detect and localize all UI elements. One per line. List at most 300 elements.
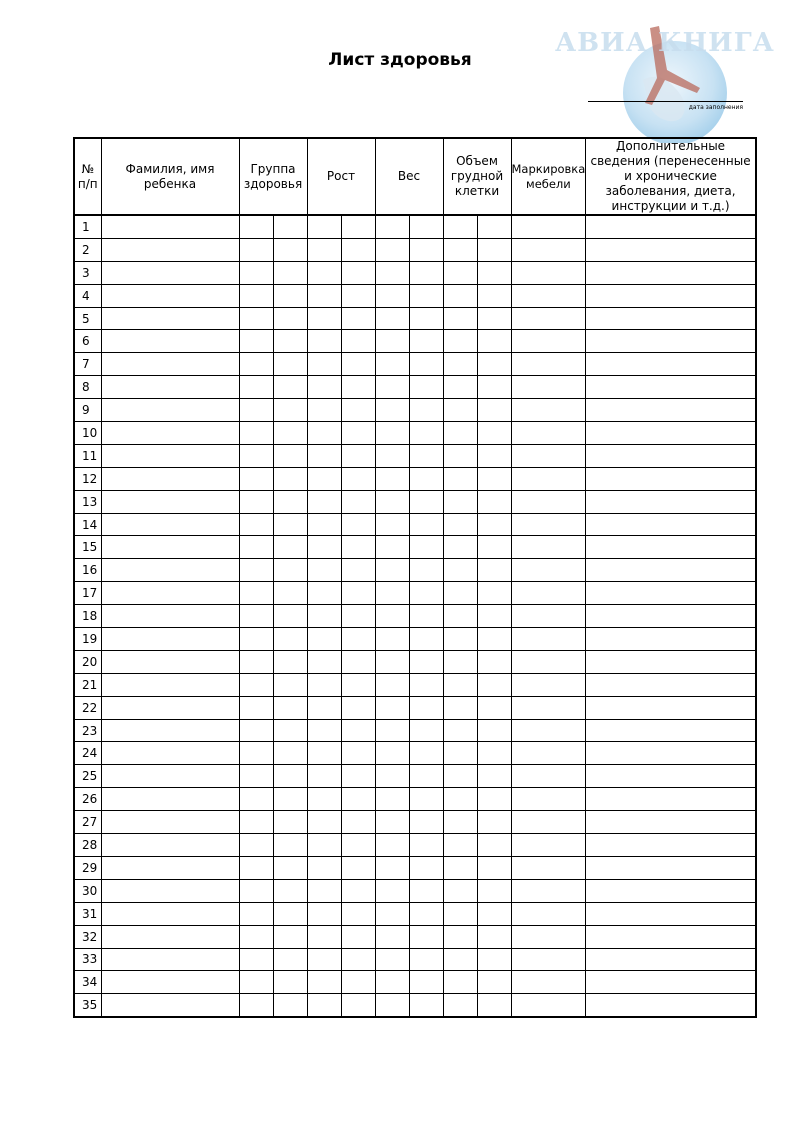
empty-cell[interactable] (409, 765, 443, 788)
empty-cell[interactable] (477, 696, 511, 719)
empty-cell[interactable] (409, 879, 443, 902)
empty-cell[interactable] (239, 856, 273, 879)
empty-cell[interactable] (511, 811, 586, 834)
empty-cell[interactable] (375, 650, 409, 673)
empty-cell[interactable] (375, 811, 409, 834)
empty-cell[interactable] (239, 330, 273, 353)
empty-cell[interactable] (307, 513, 341, 536)
empty-cell[interactable] (409, 628, 443, 651)
empty-cell[interactable] (477, 811, 511, 834)
empty-cell[interactable] (409, 673, 443, 696)
empty-cell[interactable] (409, 719, 443, 742)
empty-cell[interactable] (307, 856, 341, 879)
empty-cell[interactable] (511, 582, 586, 605)
empty-cell[interactable] (273, 467, 307, 490)
empty-cell[interactable] (443, 559, 477, 582)
empty-cell[interactable] (511, 628, 586, 651)
empty-cell[interactable] (586, 215, 756, 238)
empty-cell[interactable] (101, 261, 239, 284)
empty-cell[interactable] (375, 536, 409, 559)
empty-cell[interactable] (586, 582, 756, 605)
empty-cell[interactable] (341, 628, 375, 651)
empty-cell[interactable] (239, 238, 273, 261)
empty-cell[interactable] (375, 238, 409, 261)
empty-cell[interactable] (239, 834, 273, 857)
empty-cell[interactable] (477, 902, 511, 925)
empty-cell[interactable] (586, 971, 756, 994)
empty-cell[interactable] (586, 353, 756, 376)
empty-cell[interactable] (511, 422, 586, 445)
empty-cell[interactable] (586, 605, 756, 628)
empty-cell[interactable] (341, 650, 375, 673)
empty-cell[interactable] (341, 353, 375, 376)
empty-cell[interactable] (375, 582, 409, 605)
empty-cell[interactable] (375, 879, 409, 902)
empty-cell[interactable] (409, 422, 443, 445)
empty-cell[interactable] (443, 513, 477, 536)
empty-cell[interactable] (375, 261, 409, 284)
empty-cell[interactable] (307, 582, 341, 605)
empty-cell[interactable] (239, 788, 273, 811)
empty-cell[interactable] (477, 284, 511, 307)
empty-cell[interactable] (101, 330, 239, 353)
empty-cell[interactable] (341, 788, 375, 811)
empty-cell[interactable] (409, 330, 443, 353)
empty-cell[interactable] (511, 902, 586, 925)
empty-cell[interactable] (341, 467, 375, 490)
empty-cell[interactable] (409, 834, 443, 857)
empty-cell[interactable] (477, 856, 511, 879)
empty-cell[interactable] (341, 925, 375, 948)
empty-cell[interactable] (101, 879, 239, 902)
empty-cell[interactable] (586, 559, 756, 582)
empty-cell[interactable] (409, 788, 443, 811)
empty-cell[interactable] (101, 925, 239, 948)
empty-cell[interactable] (239, 467, 273, 490)
empty-cell[interactable] (375, 765, 409, 788)
empty-cell[interactable] (409, 307, 443, 330)
empty-cell[interactable] (477, 605, 511, 628)
empty-cell[interactable] (586, 719, 756, 742)
empty-cell[interactable] (375, 490, 409, 513)
empty-cell[interactable] (101, 559, 239, 582)
empty-cell[interactable] (239, 536, 273, 559)
empty-cell[interactable] (477, 422, 511, 445)
empty-cell[interactable] (341, 330, 375, 353)
empty-cell[interactable] (101, 238, 239, 261)
empty-cell[interactable] (273, 422, 307, 445)
empty-cell[interactable] (586, 673, 756, 696)
empty-cell[interactable] (101, 605, 239, 628)
empty-cell[interactable] (273, 650, 307, 673)
empty-cell[interactable] (341, 559, 375, 582)
empty-cell[interactable] (101, 399, 239, 422)
empty-cell[interactable] (409, 490, 443, 513)
empty-cell[interactable] (239, 261, 273, 284)
empty-cell[interactable] (101, 467, 239, 490)
empty-cell[interactable] (409, 902, 443, 925)
empty-cell[interactable] (511, 559, 586, 582)
empty-cell[interactable] (341, 994, 375, 1017)
empty-cell[interactable] (307, 330, 341, 353)
empty-cell[interactable] (273, 719, 307, 742)
empty-cell[interactable] (273, 673, 307, 696)
empty-cell[interactable] (375, 307, 409, 330)
empty-cell[interactable] (307, 925, 341, 948)
empty-cell[interactable] (511, 650, 586, 673)
empty-cell[interactable] (409, 536, 443, 559)
empty-cell[interactable] (307, 879, 341, 902)
empty-cell[interactable] (307, 467, 341, 490)
empty-cell[interactable] (273, 559, 307, 582)
empty-cell[interactable] (341, 696, 375, 719)
empty-cell[interactable] (511, 925, 586, 948)
empty-cell[interactable] (477, 650, 511, 673)
empty-cell[interactable] (101, 582, 239, 605)
empty-cell[interactable] (586, 856, 756, 879)
empty-cell[interactable] (273, 742, 307, 765)
empty-cell[interactable] (239, 284, 273, 307)
empty-cell[interactable] (409, 559, 443, 582)
empty-cell[interactable] (409, 261, 443, 284)
empty-cell[interactable] (409, 742, 443, 765)
empty-cell[interactable] (273, 284, 307, 307)
empty-cell[interactable] (477, 559, 511, 582)
empty-cell[interactable] (375, 856, 409, 879)
empty-cell[interactable] (375, 284, 409, 307)
empty-cell[interactable] (443, 925, 477, 948)
empty-cell[interactable] (443, 673, 477, 696)
empty-cell[interactable] (375, 696, 409, 719)
empty-cell[interactable] (586, 696, 756, 719)
empty-cell[interactable] (586, 284, 756, 307)
empty-cell[interactable] (375, 673, 409, 696)
empty-cell[interactable] (477, 765, 511, 788)
empty-cell[interactable] (375, 605, 409, 628)
empty-cell[interactable] (477, 582, 511, 605)
empty-cell[interactable] (586, 307, 756, 330)
empty-cell[interactable] (586, 399, 756, 422)
empty-cell[interactable] (307, 971, 341, 994)
empty-cell[interactable] (307, 605, 341, 628)
empty-cell[interactable] (586, 261, 756, 284)
empty-cell[interactable] (273, 444, 307, 467)
empty-cell[interactable] (307, 948, 341, 971)
empty-cell[interactable] (307, 994, 341, 1017)
empty-cell[interactable] (341, 399, 375, 422)
empty-cell[interactable] (273, 605, 307, 628)
empty-cell[interactable] (586, 994, 756, 1017)
empty-cell[interactable] (511, 261, 586, 284)
empty-cell[interactable] (273, 811, 307, 834)
empty-cell[interactable] (586, 811, 756, 834)
empty-cell[interactable] (307, 673, 341, 696)
empty-cell[interactable] (239, 811, 273, 834)
empty-cell[interactable] (101, 742, 239, 765)
empty-cell[interactable] (273, 948, 307, 971)
empty-cell[interactable] (307, 376, 341, 399)
empty-cell[interactable] (477, 925, 511, 948)
empty-cell[interactable] (307, 444, 341, 467)
empty-cell[interactable] (375, 559, 409, 582)
empty-cell[interactable] (273, 399, 307, 422)
empty-cell[interactable] (477, 399, 511, 422)
empty-cell[interactable] (586, 948, 756, 971)
empty-cell[interactable] (101, 307, 239, 330)
empty-cell[interactable] (477, 513, 511, 536)
empty-cell[interactable] (443, 856, 477, 879)
empty-cell[interactable] (239, 559, 273, 582)
empty-cell[interactable] (239, 307, 273, 330)
empty-cell[interactable] (273, 765, 307, 788)
empty-cell[interactable] (273, 330, 307, 353)
empty-cell[interactable] (477, 628, 511, 651)
empty-cell[interactable] (341, 971, 375, 994)
empty-cell[interactable] (409, 811, 443, 834)
empty-cell[interactable] (511, 605, 586, 628)
empty-cell[interactable] (375, 467, 409, 490)
empty-cell[interactable] (273, 879, 307, 902)
empty-cell[interactable] (409, 353, 443, 376)
empty-cell[interactable] (101, 902, 239, 925)
empty-cell[interactable] (307, 422, 341, 445)
empty-cell[interactable] (586, 765, 756, 788)
empty-cell[interactable] (341, 856, 375, 879)
empty-cell[interactable] (477, 330, 511, 353)
empty-cell[interactable] (443, 765, 477, 788)
empty-cell[interactable] (511, 444, 586, 467)
empty-cell[interactable] (443, 582, 477, 605)
empty-cell[interactable] (511, 490, 586, 513)
empty-cell[interactable] (273, 696, 307, 719)
empty-cell[interactable] (273, 994, 307, 1017)
empty-cell[interactable] (101, 215, 239, 238)
empty-cell[interactable] (443, 971, 477, 994)
empty-cell[interactable] (375, 994, 409, 1017)
empty-cell[interactable] (239, 902, 273, 925)
empty-cell[interactable] (511, 948, 586, 971)
empty-cell[interactable] (511, 742, 586, 765)
empty-cell[interactable] (375, 444, 409, 467)
empty-cell[interactable] (101, 971, 239, 994)
empty-cell[interactable] (239, 444, 273, 467)
empty-cell[interactable] (101, 628, 239, 651)
empty-cell[interactable] (586, 788, 756, 811)
empty-cell[interactable] (511, 673, 586, 696)
empty-cell[interactable] (239, 994, 273, 1017)
empty-cell[interactable] (443, 719, 477, 742)
empty-cell[interactable] (375, 422, 409, 445)
empty-cell[interactable] (307, 788, 341, 811)
empty-cell[interactable] (477, 948, 511, 971)
empty-cell[interactable] (341, 261, 375, 284)
empty-cell[interactable] (443, 399, 477, 422)
empty-cell[interactable] (586, 879, 756, 902)
empty-cell[interactable] (443, 742, 477, 765)
empty-cell[interactable] (511, 467, 586, 490)
empty-cell[interactable] (443, 902, 477, 925)
empty-cell[interactable] (273, 834, 307, 857)
empty-cell[interactable] (586, 650, 756, 673)
empty-cell[interactable] (341, 742, 375, 765)
empty-cell[interactable] (273, 307, 307, 330)
empty-cell[interactable] (341, 902, 375, 925)
empty-cell[interactable] (341, 536, 375, 559)
empty-cell[interactable] (101, 948, 239, 971)
empty-cell[interactable] (273, 261, 307, 284)
empty-cell[interactable] (239, 605, 273, 628)
empty-cell[interactable] (375, 902, 409, 925)
empty-cell[interactable] (341, 948, 375, 971)
empty-cell[interactable] (341, 673, 375, 696)
empty-cell[interactable] (101, 444, 239, 467)
empty-cell[interactable] (375, 330, 409, 353)
empty-cell[interactable] (307, 628, 341, 651)
empty-cell[interactable] (101, 376, 239, 399)
empty-cell[interactable] (341, 582, 375, 605)
empty-cell[interactable] (307, 536, 341, 559)
empty-cell[interactable] (273, 238, 307, 261)
empty-cell[interactable] (477, 307, 511, 330)
empty-cell[interactable] (511, 376, 586, 399)
empty-cell[interactable] (239, 765, 273, 788)
empty-cell[interactable] (307, 742, 341, 765)
empty-cell[interactable] (101, 696, 239, 719)
empty-cell[interactable] (239, 696, 273, 719)
empty-cell[interactable] (477, 742, 511, 765)
empty-cell[interactable] (239, 215, 273, 238)
empty-cell[interactable] (375, 353, 409, 376)
empty-cell[interactable] (101, 513, 239, 536)
empty-cell[interactable] (375, 399, 409, 422)
empty-cell[interactable] (101, 994, 239, 1017)
empty-cell[interactable] (477, 444, 511, 467)
empty-cell[interactable] (586, 834, 756, 857)
empty-cell[interactable] (101, 536, 239, 559)
empty-cell[interactable] (101, 788, 239, 811)
empty-cell[interactable] (375, 513, 409, 536)
empty-cell[interactable] (409, 444, 443, 467)
empty-cell[interactable] (273, 856, 307, 879)
empty-cell[interactable] (586, 376, 756, 399)
empty-cell[interactable] (239, 490, 273, 513)
empty-cell[interactable] (443, 879, 477, 902)
empty-cell[interactable] (239, 673, 273, 696)
empty-cell[interactable] (307, 902, 341, 925)
empty-cell[interactable] (511, 513, 586, 536)
empty-cell[interactable] (409, 284, 443, 307)
empty-cell[interactable] (239, 879, 273, 902)
empty-cell[interactable] (101, 765, 239, 788)
empty-cell[interactable] (307, 696, 341, 719)
empty-cell[interactable] (477, 994, 511, 1017)
empty-cell[interactable] (511, 765, 586, 788)
empty-cell[interactable] (477, 788, 511, 811)
empty-cell[interactable] (409, 696, 443, 719)
empty-cell[interactable] (273, 490, 307, 513)
empty-cell[interactable] (239, 513, 273, 536)
empty-cell[interactable] (477, 467, 511, 490)
empty-cell[interactable] (273, 513, 307, 536)
empty-cell[interactable] (273, 902, 307, 925)
empty-cell[interactable] (511, 788, 586, 811)
empty-cell[interactable] (586, 742, 756, 765)
empty-cell[interactable] (307, 834, 341, 857)
empty-cell[interactable] (101, 284, 239, 307)
empty-cell[interactable] (586, 238, 756, 261)
empty-cell[interactable] (443, 536, 477, 559)
empty-cell[interactable] (239, 948, 273, 971)
empty-cell[interactable] (341, 307, 375, 330)
empty-cell[interactable] (443, 307, 477, 330)
empty-cell[interactable] (409, 215, 443, 238)
empty-cell[interactable] (307, 307, 341, 330)
empty-cell[interactable] (443, 628, 477, 651)
empty-cell[interactable] (443, 467, 477, 490)
empty-cell[interactable] (409, 582, 443, 605)
empty-cell[interactable] (443, 330, 477, 353)
empty-cell[interactable] (586, 628, 756, 651)
empty-cell[interactable] (239, 719, 273, 742)
empty-cell[interactable] (409, 513, 443, 536)
empty-cell[interactable] (586, 925, 756, 948)
empty-cell[interactable] (443, 605, 477, 628)
empty-cell[interactable] (511, 971, 586, 994)
empty-cell[interactable] (101, 719, 239, 742)
empty-cell[interactable] (307, 650, 341, 673)
empty-cell[interactable] (239, 399, 273, 422)
empty-cell[interactable] (511, 536, 586, 559)
empty-cell[interactable] (443, 238, 477, 261)
empty-cell[interactable] (477, 536, 511, 559)
empty-cell[interactable] (341, 605, 375, 628)
empty-cell[interactable] (375, 376, 409, 399)
empty-cell[interactable] (375, 834, 409, 857)
empty-cell[interactable] (511, 994, 586, 1017)
empty-cell[interactable] (586, 467, 756, 490)
empty-cell[interactable] (307, 811, 341, 834)
empty-cell[interactable] (341, 284, 375, 307)
empty-cell[interactable] (443, 994, 477, 1017)
empty-cell[interactable] (273, 628, 307, 651)
empty-cell[interactable] (239, 971, 273, 994)
empty-cell[interactable] (273, 788, 307, 811)
empty-cell[interactable] (477, 673, 511, 696)
empty-cell[interactable] (273, 215, 307, 238)
empty-cell[interactable] (101, 673, 239, 696)
empty-cell[interactable] (511, 330, 586, 353)
empty-cell[interactable] (443, 422, 477, 445)
empty-cell[interactable] (273, 971, 307, 994)
empty-cell[interactable] (477, 376, 511, 399)
empty-cell[interactable] (341, 444, 375, 467)
empty-cell[interactable] (477, 490, 511, 513)
empty-cell[interactable] (239, 582, 273, 605)
empty-cell[interactable] (341, 811, 375, 834)
empty-cell[interactable] (307, 559, 341, 582)
empty-cell[interactable] (409, 856, 443, 879)
empty-cell[interactable] (375, 948, 409, 971)
empty-cell[interactable] (101, 650, 239, 673)
empty-cell[interactable] (443, 788, 477, 811)
empty-cell[interactable] (443, 650, 477, 673)
empty-cell[interactable] (341, 879, 375, 902)
empty-cell[interactable] (101, 834, 239, 857)
empty-cell[interactable] (273, 536, 307, 559)
empty-cell[interactable] (409, 399, 443, 422)
empty-cell[interactable] (443, 490, 477, 513)
empty-cell[interactable] (443, 376, 477, 399)
